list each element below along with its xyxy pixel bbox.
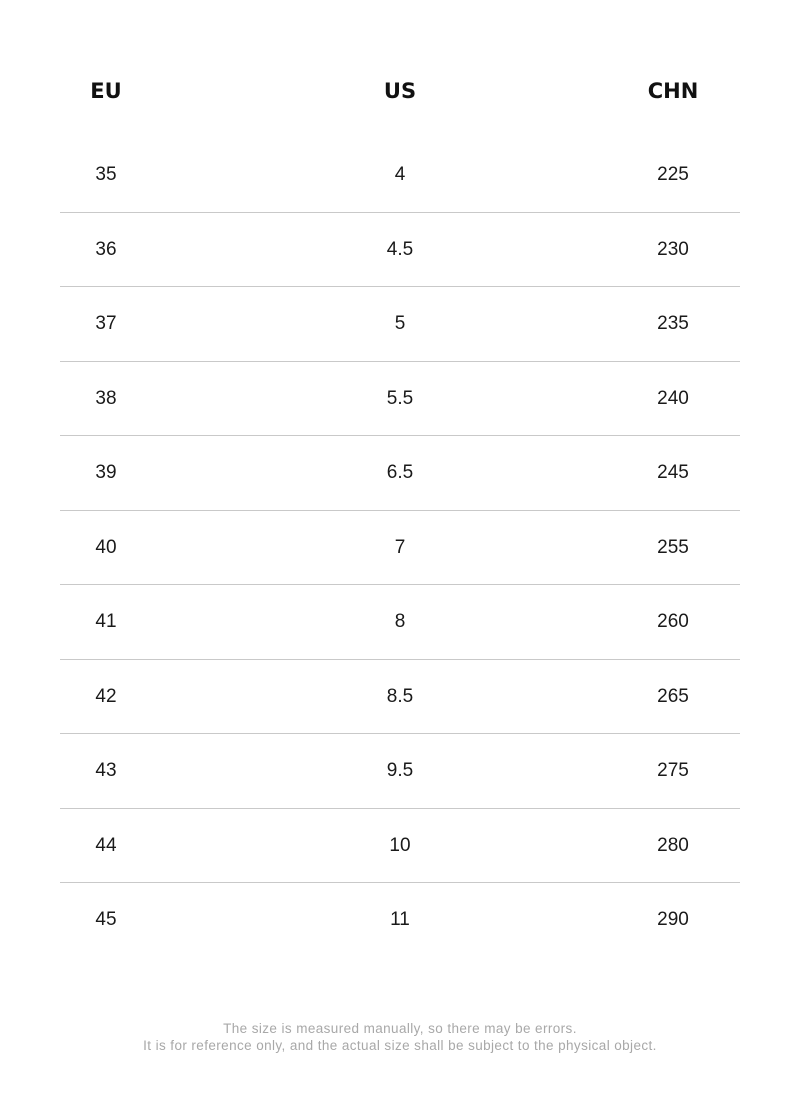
cell-eu: 41 — [95, 611, 117, 632]
table-row — [60, 287, 740, 362]
cell-us: 4 — [394, 164, 406, 185]
cell-chn: 235 — [657, 313, 689, 334]
cell-eu: 40 — [95, 536, 117, 558]
table-header-row — [60, 0, 740, 138]
table-row — [60, 585, 740, 660]
table-row — [60, 362, 740, 437]
table-row — [60, 213, 740, 288]
cell-chn: 260 — [657, 611, 689, 632]
cell-chn: 265 — [657, 685, 689, 707]
cell-us: 8 — [394, 611, 406, 632]
cell-us: 4.5 — [386, 238, 414, 260]
cell-us: 11 — [390, 909, 410, 930]
cell-chn: 245 — [657, 462, 689, 483]
cell-chn: 255 — [657, 536, 689, 558]
cell-chn: 290 — [657, 909, 689, 930]
cell-eu: 36 — [95, 238, 117, 260]
cell-eu: 35 — [95, 164, 117, 185]
cell-chn: 280 — [657, 834, 689, 856]
cell-us: 8.5 — [386, 685, 414, 707]
table-row — [60, 809, 740, 884]
cell-eu: 43 — [95, 760, 117, 781]
cell-eu: 38 — [95, 387, 117, 409]
cell-eu: 39 — [95, 462, 117, 483]
table-row — [60, 734, 740, 809]
table-row — [60, 511, 740, 586]
disclaimer-line-1: The size is measured manually, so there may be errors. — [223, 1021, 577, 1036]
table-row — [60, 660, 740, 735]
cell-eu: 37 — [95, 313, 117, 334]
disclaimer-footnote — [0, 1020, 800, 1054]
cell-eu: 42 — [95, 685, 117, 707]
table-row — [60, 138, 740, 213]
cell-us: 7 — [394, 536, 406, 558]
table-row — [60, 436, 740, 511]
cell-us: 9.5 — [386, 760, 414, 781]
cell-chn: 225 — [657, 164, 689, 185]
cell-chn: 230 — [657, 238, 689, 260]
cell-chn: 240 — [657, 387, 689, 409]
column-header-us: US — [383, 79, 417, 103]
disclaimer-line-2: It is for reference only, and the actual size shall be subject to the physical object. — [143, 1038, 657, 1053]
cell-us: 5.5 — [386, 387, 414, 409]
cell-us: 5 — [394, 313, 406, 334]
table-row — [60, 883, 740, 957]
column-header-eu: EU — [90, 79, 122, 103]
size-chart-table — [60, 0, 740, 957]
cell-eu: 44 — [95, 834, 117, 856]
cell-us: 6.5 — [386, 462, 414, 483]
column-header-chn: CHN — [647, 79, 699, 103]
cell-eu: 45 — [95, 909, 117, 930]
cell-chn: 275 — [657, 760, 689, 781]
cell-us: 10 — [389, 834, 411, 856]
